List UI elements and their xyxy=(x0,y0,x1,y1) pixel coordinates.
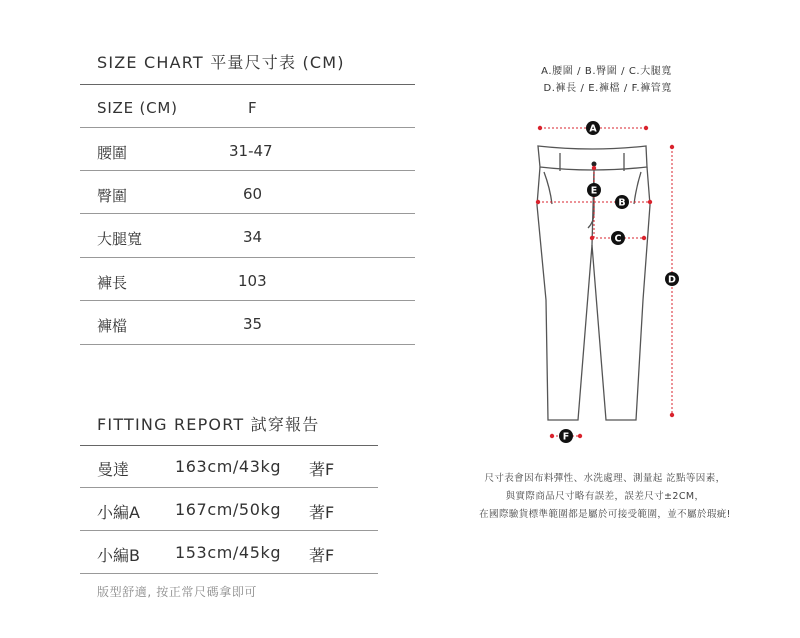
fitting-size: 著F xyxy=(309,546,335,565)
fitting-size: 著F xyxy=(309,460,335,479)
measurement-disclaimer xyxy=(440,470,770,524)
size-row-value: 34 xyxy=(243,228,263,246)
marker-e-label: E xyxy=(590,185,598,197)
fitting-name: 曼達 xyxy=(97,460,130,479)
size-row-label: 大腿寬 xyxy=(97,230,143,248)
fitting-report-title: FITTING REPORT 試穿報告 xyxy=(97,415,320,434)
disclaimer-line-1: 尺寸表會因布料彈性、水洗處理、測量起 訖點等因素， xyxy=(484,473,726,484)
legend-line-2: D.褲長 / E.褲檔 / F.褲管寬 xyxy=(543,83,672,94)
fitting-note: 版型舒適, 按正常尺碼拿即可 xyxy=(97,585,258,599)
pocket-left xyxy=(544,172,552,204)
marker-f xyxy=(559,429,573,443)
marker-c-label: C xyxy=(614,233,622,245)
size-row-value: 103 xyxy=(238,272,267,290)
marker-a-label: A xyxy=(589,123,597,135)
size-row-label: 褲長 xyxy=(97,274,128,292)
size-row-label: 褲檔 xyxy=(97,317,128,335)
fitting-stats: 163cm/43kg xyxy=(175,457,282,476)
size-header-label: SIZE (CM) xyxy=(97,99,178,117)
pants-outline-left xyxy=(537,167,594,420)
size-row-value: 31-47 xyxy=(229,142,273,160)
fitting-stats: 153cm/45kg xyxy=(175,543,282,562)
button-dot xyxy=(592,162,597,167)
marker-d xyxy=(665,272,679,286)
marker-b-label: B xyxy=(618,197,626,209)
fitting-stats: 167cm/50kg xyxy=(175,500,282,519)
fitting-size: 著F xyxy=(309,503,335,522)
marker-a xyxy=(586,121,600,135)
size-row-value: 35 xyxy=(243,315,263,333)
size-chart-title: SIZE CHART 平量尺寸表 (CM) xyxy=(97,53,345,72)
pocket-right xyxy=(634,172,641,204)
size-row-label: 臀圍 xyxy=(97,187,128,205)
marker-b xyxy=(615,195,629,209)
disclaimer-line-2: 與實際商品尺寸略有誤差，誤差尺寸±2CM， xyxy=(505,491,705,502)
size-row-label: 腰圍 xyxy=(97,144,128,162)
marker-f-label: F xyxy=(562,431,570,443)
fitting-name: 小編A xyxy=(97,503,140,522)
fitting-name: 小編B xyxy=(97,546,140,565)
size-header-value: F xyxy=(248,99,257,117)
size-row-value: 60 xyxy=(243,185,263,203)
marker-d-label: D xyxy=(668,274,676,286)
disclaimer-line-3: 在國際驗貨標準範圍都是屬於可接受範圍，並不屬於瑕疵! xyxy=(479,509,731,520)
marker-e xyxy=(587,183,601,197)
marker-c xyxy=(611,231,625,245)
legend-line-1: A.腰圍 / B.臀圍 / C.大腿寬 xyxy=(541,66,672,77)
